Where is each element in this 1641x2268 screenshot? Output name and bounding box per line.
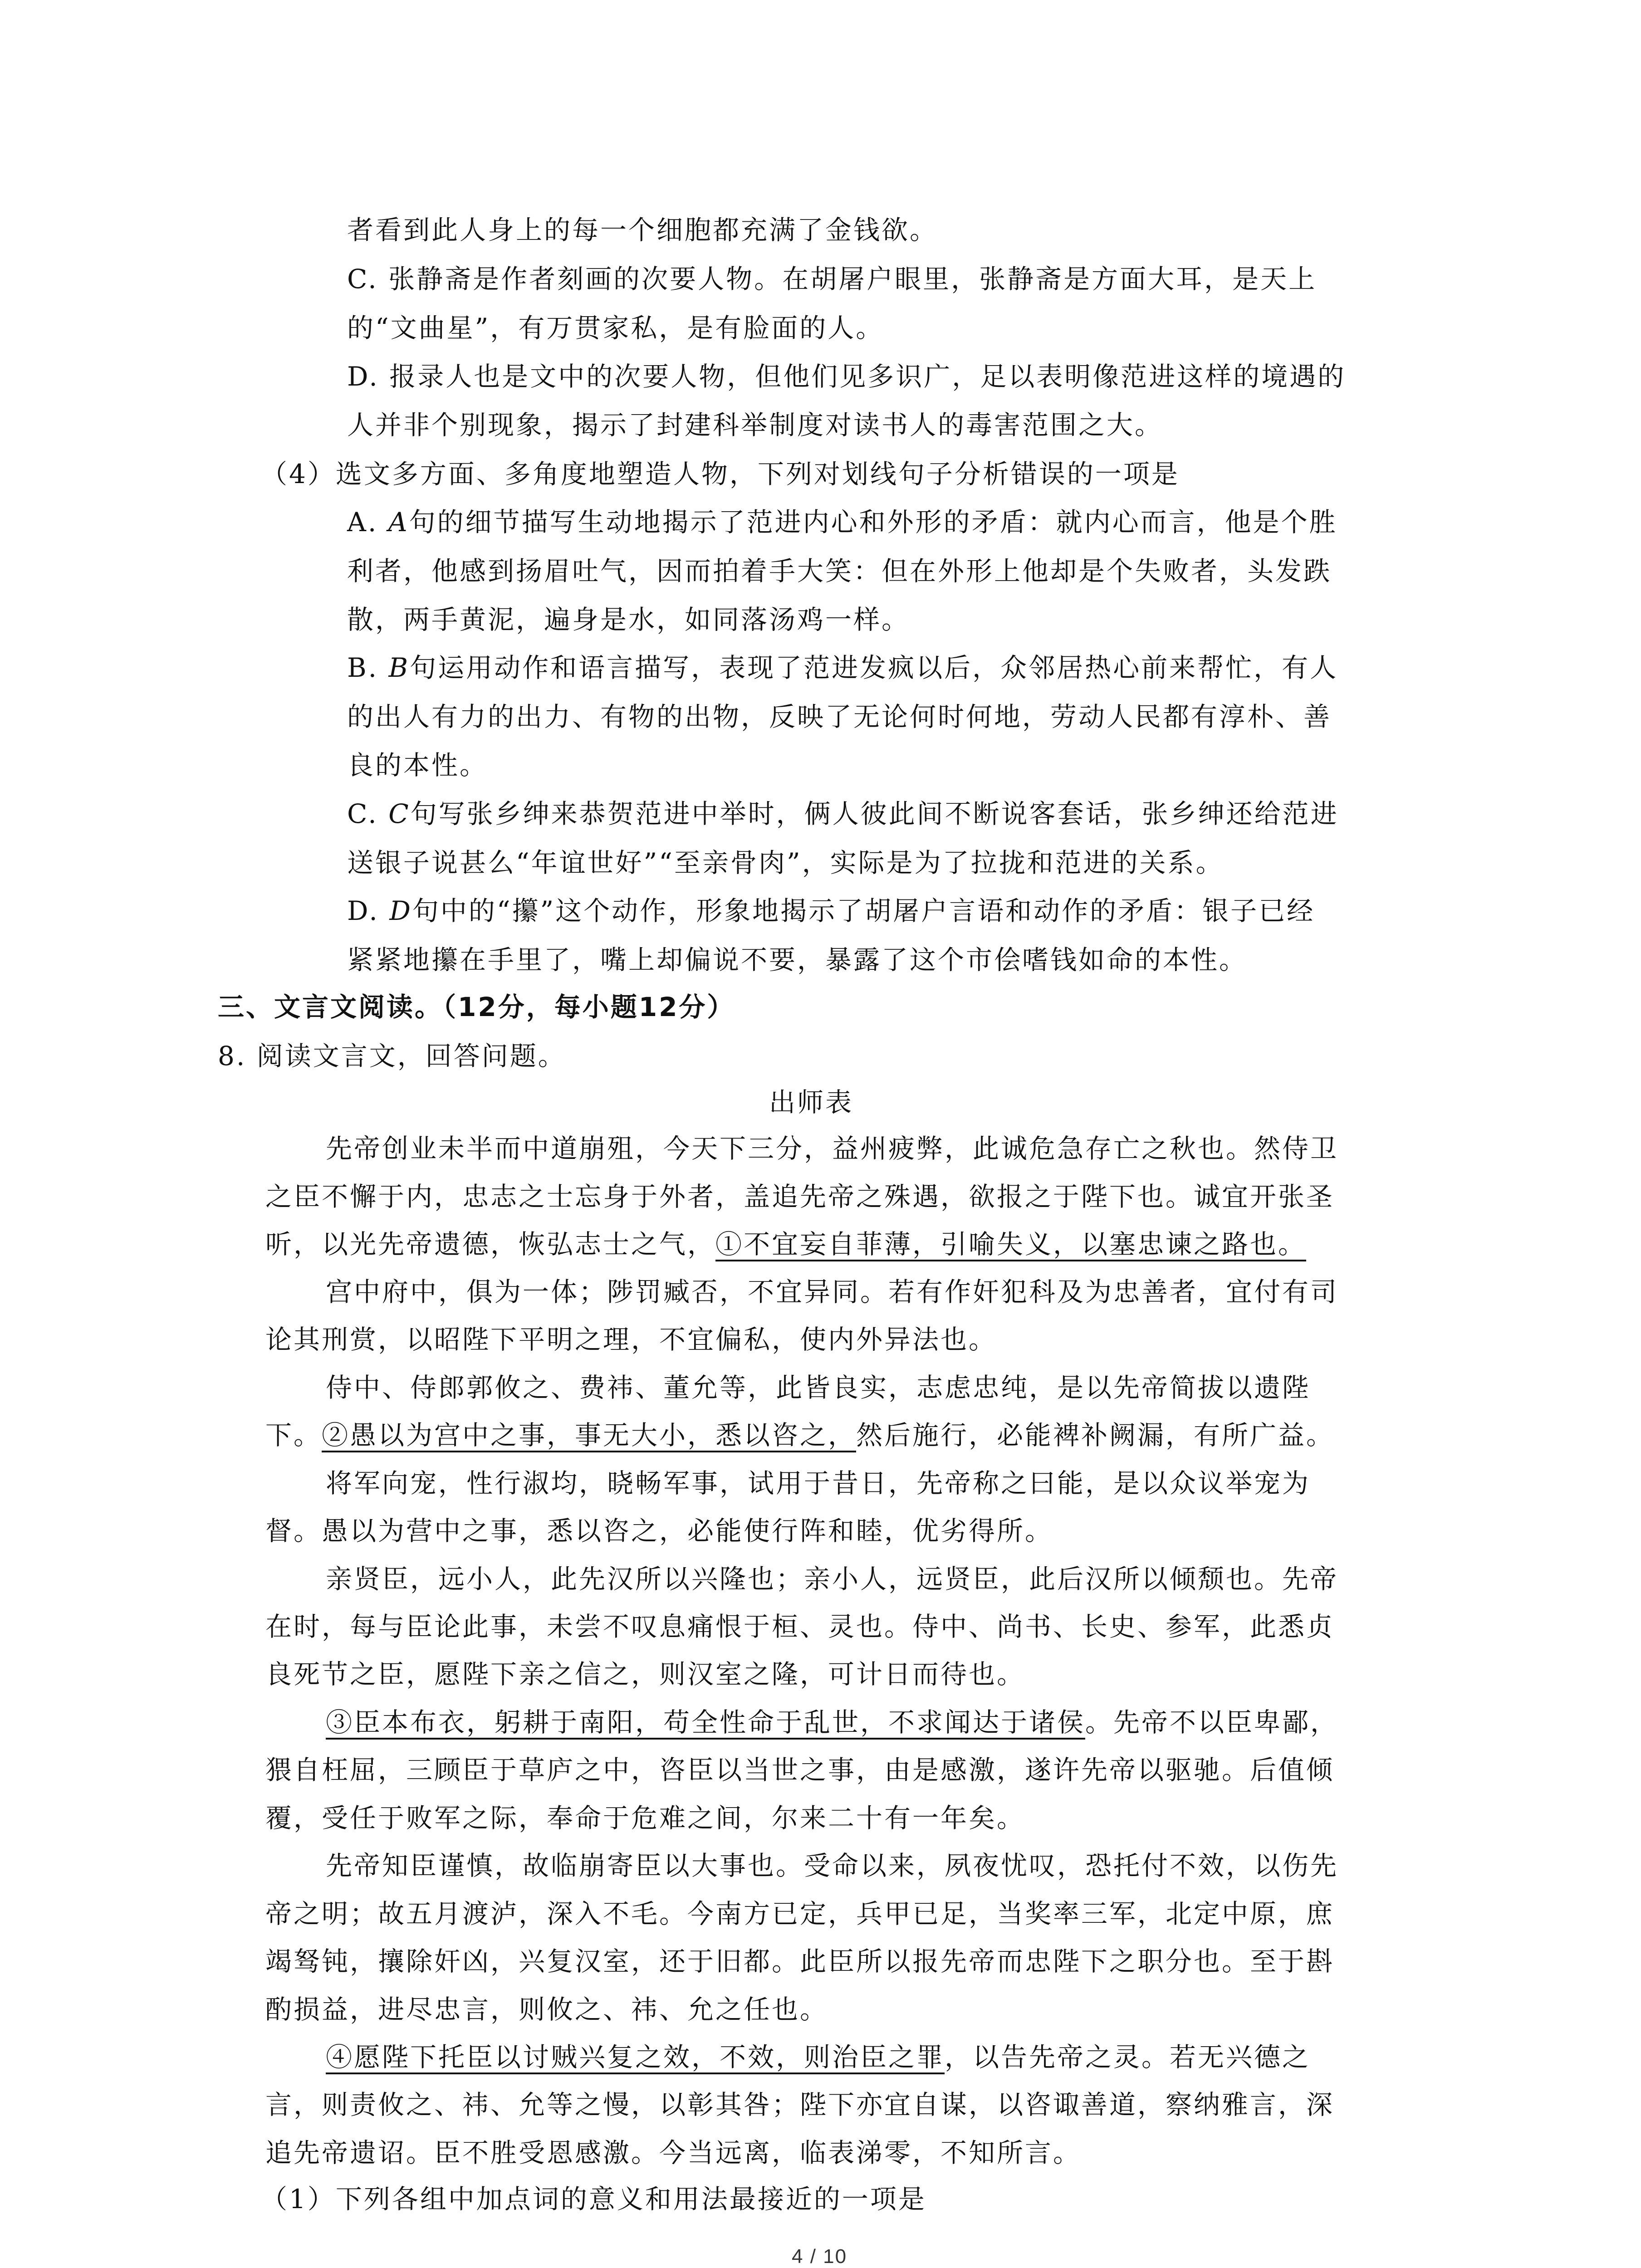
q4-option-b-prefix: B.: [347, 652, 389, 683]
passage-p6-line-2: 猥自枉屈，三顾臣于草庐之中，咨臣以当世之事，由是感激，遂许先帝以驱驰。后值倾: [265, 1755, 1335, 1785]
q3-option-c-line-2: 的“文曲星”，有万贯家私，是有脸面的人。: [347, 313, 884, 343]
q4-option-b-letter: B: [388, 652, 410, 683]
passage-p4-line-1: 将军向宠，性行淑均，晓畅军事，试用于昔日，先帝称之曰能，是以众议举宠为: [326, 1468, 1311, 1499]
q4-option-b-line-2: 的出人有力的出力、有物的出物，反映了无论何时何地，劳动人民都有淳朴、善: [347, 701, 1332, 732]
q8-stem: 8. 阅读文言文，回答问题。: [218, 1041, 566, 1071]
q4-option-a-prefix: A.: [347, 507, 388, 538]
underlined-sentence-4: ④愿陛下托臣以讨贼兴复之效，不效，则治臣之罪: [326, 2042, 945, 2072]
underlined-sentence-1: ①不宜妄自菲薄，引喻失义，以塞忠谏之路也。: [715, 1229, 1307, 1260]
passage-p4-line-2: 督。愚以为营中之事，悉以咨之，必能使行阵和睦，优劣得所。: [265, 1515, 1053, 1546]
passage-p8-line-1: [326, 2039, 1310, 2075]
q4-option-c-line-2: 送银子说甚么“年谊世好”“至亲骨肉”，实际是为了拉拢和范进的关系。: [347, 847, 1224, 878]
passage-p2-line-1: 宫中府中，俱为一体；陟罚臧否，不宜异同。若有作奸犯科及为忠善者，宜付有司: [326, 1276, 1339, 1307]
q4-option-a-line-2: 利者，他感到扬眉吐气，因而拍着手大笑：但在外形上他却是个失败者，头发跌: [347, 556, 1332, 587]
q4-option-d-line-2: 紧紧地攥在手里了，嘴上却偏说不要，暴露了这个市侩嗜钱如命的本性。: [347, 944, 1248, 975]
q4-option-b-line-1: [347, 650, 1338, 686]
passage-p5-line-3: 良死节之臣，愿陛下亲之信之，则汉室之隆，可计日而待也。: [265, 1659, 1025, 1690]
passage-p1-line-3-text: 听，以光先帝遗德，恢弘志士之气，: [265, 1229, 716, 1260]
passage-p3-line-1: 侍中、侍郎郭攸之、费祎、董允等，此皆良实，志虑忠纯，是以先帝简拔以遗陛: [326, 1372, 1311, 1403]
q4-option-c-text: 句写张乡绅来恭贺范进中举时，俩人彼此间不断说客套话，张乡绅还给范进: [410, 798, 1339, 829]
passage-p2-line-2: 论其刑赏，以昭陛下平明之理，不宜偏私，使内外异法也。: [265, 1324, 997, 1355]
q4-option-c-letter: C: [388, 798, 411, 829]
q8-1-stem: （1）下列各组中加点词的意义和用法最接近的一项是: [261, 2184, 926, 2214]
passage-p6-line-1-post: 。先帝不以臣卑鄙，: [1085, 1707, 1339, 1738]
option-continuation-line: 者看到此人身上的每一个细胞都充满了金钱欲。: [347, 215, 938, 245]
q3-option-d-line-1: D. 报录人也是文中的次要人物，但他们见多识广，足以表明像范进这样的境遇的: [347, 361, 1346, 392]
q4-option-a-line-1: [347, 504, 1337, 540]
q4-option-d-letter: D: [389, 895, 412, 926]
passage-p7-line-4: 酌损益，进尽忠言，则攸之、祎、允之任也。: [265, 1994, 828, 2025]
q4-option-a-text: 句的细节描写生动地揭示了范进内心和外形的矛盾：就内心而言，他是个胜: [409, 507, 1337, 538]
passage-p6-line-1: [326, 1704, 1338, 1740]
passage-p3-line-2: [265, 1417, 1334, 1453]
passage-p7-line-1: 先帝知臣谨慎，故临崩寄臣以大事也。受命以来，夙夜忧叹，恐托付不效，以伤先: [326, 1850, 1339, 1881]
q4-option-a-letter: A: [388, 507, 409, 538]
passage-p8-line-1-post: ，以告先帝之灵。若无兴德之: [945, 2042, 1311, 2072]
q4-option-b-line-3: 良的本性。: [347, 750, 488, 781]
q4-option-c-prefix: C.: [347, 798, 389, 829]
passage-p1-line-1: 先帝创业未半而中道崩殂，今天下三分，益州疲弊，此诚危急存亡之秋也。然侍卫: [326, 1133, 1339, 1164]
q3-option-d-line-2: 人并非个别现象，揭示了封建科举制度对读书人的毒害范围之大。: [347, 410, 1163, 440]
q4-option-c-line-1: [347, 796, 1339, 832]
q4-option-d-text: 句中的“攥”这个动作，形象地揭示了胡屠户言语和动作的矛盾：银子已经: [412, 895, 1315, 926]
page-number: 4 / 10: [792, 2245, 847, 2268]
passage-p5-line-1: 亲贤臣，远小人，此先汉所以兴隆也；亲小人，远贤臣，此后汉所以倾颓也。先帝: [326, 1564, 1339, 1594]
section-heading: 三、文言文阅读。（12分，每小题12分）: [218, 992, 735, 1022]
q4-stem: （4）选文多方面、多角度地塑造人物，下列对划线句子分析错误的一项是: [261, 459, 1180, 489]
underlined-sentence-2: ②愚以为宫中之事，事无大小，悉以咨之，: [322, 1420, 857, 1451]
passage-title: 出师表: [769, 1087, 854, 1118]
passage-p3-line-2-post: 然后施行，必能裨补阙漏，有所广益。: [856, 1420, 1335, 1451]
passage-p8-line-3: 追先帝遗诏。臣不胜受恩感激。今当远离，临表涕零，不知所言。: [265, 2137, 1082, 2168]
passage-p8-line-2: 言，则责攸之、祎、允等之慢，以彰其咎；陛下亦宜自谋，以咨诹善道，察纳雅言，深: [265, 2089, 1335, 2120]
underlined-sentence-3: ③臣本布衣，躬耕于南阳，苟全性命于乱世，不求闻达于诸侯: [326, 1707, 1086, 1738]
passage-p3-line-2-pre: 下。: [265, 1420, 322, 1451]
passage-p1-line-3: [265, 1226, 1306, 1262]
q4-option-a-line-3: 散，两手黄泥，遍身是水，如同落汤鸡一样。: [347, 604, 910, 635]
passage-p7-line-3: 竭驽钝，攘除奸凶，兴复汉室，还于旧都。此臣所以报先帝而忠陛下之职分也。至于斟: [265, 1946, 1335, 1977]
q4-option-d-prefix: D.: [347, 895, 390, 926]
q4-option-d-line-1: [347, 893, 1315, 929]
passage-p1-line-2: 之臣不懈于内，忠志之士忘身于外者，盖追先帝之殊遇，欲报之于陛下也。诚宜开张圣: [265, 1181, 1335, 1212]
q3-option-c-line-1: C. 张静斋是作者刻画的次要人物。在胡屠户眼里，张静斋是方面大耳，是天上: [347, 264, 1317, 294]
passage-p6-line-3: 覆，受任于败军之际，奉命于危难之间，尔来二十有一年矣。: [265, 1803, 1025, 1833]
q4-option-b-text: 句运用动作和语言描写，表现了范进发疯以后，众邻居热心前来帮忙，有人: [410, 652, 1338, 683]
passage-p5-line-2: 在时，每与臣论此事，未尝不叹息痛恨于桓、灵也。侍中、尚书、长史、参军，此悉贞: [265, 1611, 1335, 1642]
passage-p7-line-2: 帝之明；故五月渡泸，深入不毛。今南方已定，兵甲已足，当奖率三军，北定中原，庶: [265, 1898, 1335, 1929]
